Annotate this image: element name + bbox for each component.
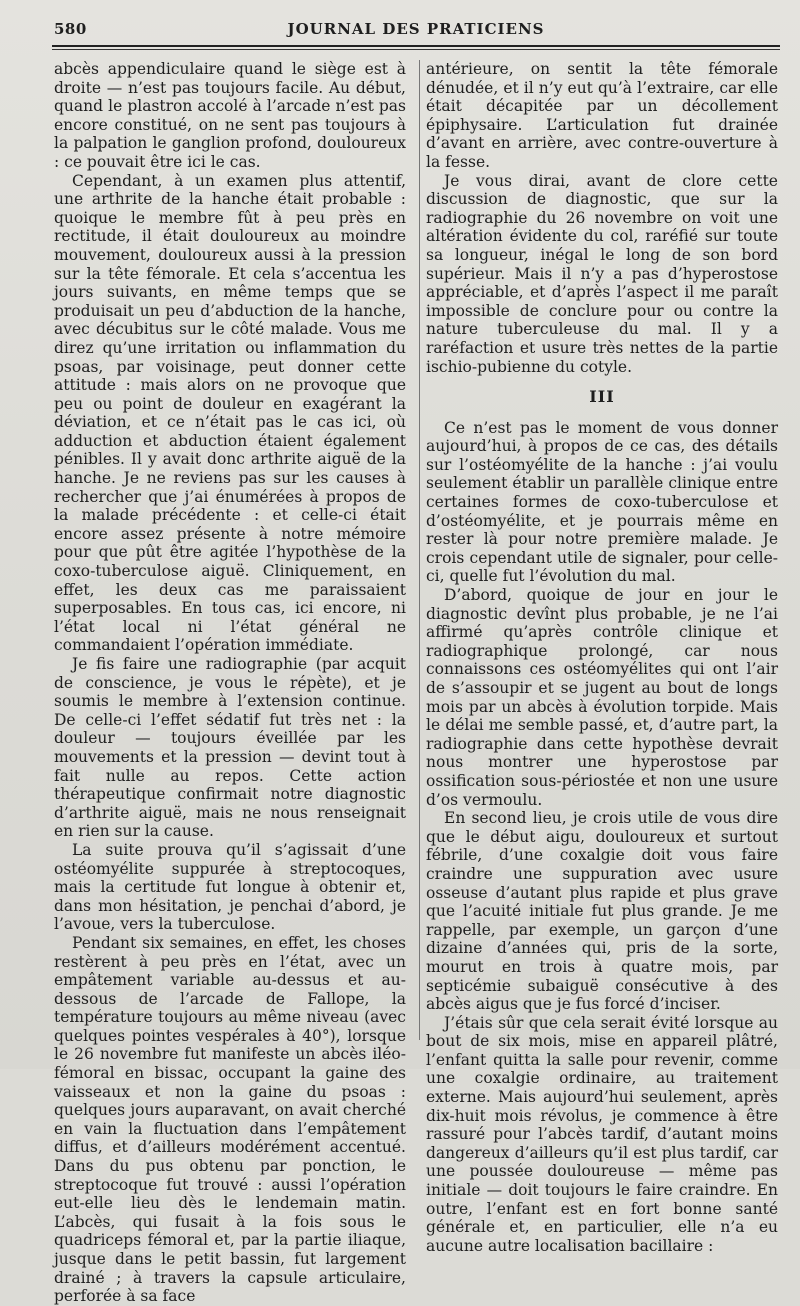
journal-title: JOURNAL DES PRATICIENS [287, 20, 545, 38]
paragraph: En second lieu, je crois utile de vous dire que le début aigu, douloureux et surtout fébrile, d’une coxalgie doit vous faire craindre une suppuration avec usure osseuse d’autant plus rapide et plus grave que l’acuité initiale fut plus grande. Je me rappelle, par exemple, un garçon d’une dizaine d’années qui, pris de la sorte, mourut en trois à quatre mois, par septicémie subaiguë consécutive à des abcès aigus que je fus forcé d’inciser. [426, 809, 778, 1014]
paragraph: D’abord, quoique de jour en jour le diagnostic devînt plus probable, je ne l’ai affirmé qu’après contrôle clinique et radiographique prolongé, car nous connaissons ces ostéomyélites qui ont l’air de s’assoupir et se jugent au bout de longs mois par un abcès à évolution torpide. Mais le délai me semble passé, et, d’autre part, la radiographie dans cette hypothèse devrait nous montrer une hyperostose par ossification sous-périostée et non une usure d’os vermoulu. [426, 586, 778, 809]
paragraph: Cependant, à un examen plus attentif, une arthrite de la hanche était probable : quoique le membre fût à peu près en rectitude, il était douloureux au moindre mouvement, douloureux aussi à la pression sur la tête fémorale. Et cela s’accentua les jours suivants, en même temps que se produisait un peu d’abduction de la hanche, avec décubitus sur le côté malade. Vous me direz qu’une irritation ou inflammation du psoas, par voisinage, peut donner cette attitude : mais alors on ne provoque que peu ou point de douleur en exagérant la déviation, et ce n’était pas le cas ici, où adduction et abduction étaient également pénibles. Il y avait donc arthrite aiguë de la hanche. Je ne reviens pas sur les causes à rechercher que j’ai énumérées à propos de la malade précédente : et celle-ci était encore assez présente à notre mémoire pour que pût être agitée l’hypothèse de la coxo-tuberculose aiguë. Cliniquement, en effet, les deux cas me paraissaient superposables. En tous cas, ici encore, ni l’état local ni l’état général ne commandaient l’opération immédiate. [54, 171, 406, 655]
section-heading: III [589, 387, 615, 407]
column-divider [419, 60, 420, 1040]
header-rule-thick [52, 45, 780, 47]
right-column [426, 60, 778, 1255]
paragraph: J’étais sûr que cela serait évité lorsque au bout de six mois, mise en appareil plâtré, l’enfant quitta la salle pour revenir, comme une coxalgie ordinaire, au traitement externe. Mais aujourd’hui seulement, après dix-huit mois révolus, je commence à être rassuré pour l’abcès tardif, d’autant moins dangereux d’ailleurs qu’il est plus tardif, car une poussée douloureuse — même pas initiale — doit toujours le faire craindre. En outre, l’enfant est en fort bonne santé générale et, en particulier, elle n’a eu aucune autre localisation bacillaire : [426, 1013, 778, 1255]
paragraph: La suite prouva qu’il s’agissait d’une ostéomyélite suppurée à streptocoques, mais la certitude fut longue à obtenir et, dans mon hésitation, je penchai d’abord, je l’avoue, vers la tuberculose. [54, 840, 406, 934]
paragraph: Pendant six semaines, en effet, les choses restèrent à peu près en l’état, avec un empâtement variable au-dessus et au-dessous de l’arcade de Fallope, la température toujours au même niveau (avec quelques pointes vespérales à 40°), lorsque le 26 novembre fut manifeste un abcès iléo-fémoral en bissac, occupant la gaine des vaisseaux et non la gaine du psoas : quelques jours auparavant, on avait cherché en vain la fluctuation dans l’empâtement diffus, et d’ailleurs modérément accentué. Dans du pus obtenu par ponction, le streptocoque fut trouvé : aussi l’opération eut-elle lieu dès le lendemain matin. L’abcès, qui fusait à la fois sous le quadriceps fémoral et, par la partie iliaque, jusque dans le petit bassin, fut largement drainé ; à travers la capsule articulaire, perforée à sa face [54, 933, 406, 1306]
page-number: 580 [54, 20, 87, 38]
paragraph: Je vous dirai, avant de clore cette discussion de diagnostic, que sur la radiographie du 26 novembre on voit une altération évidente du col, raréfié sur toute sa longueur, inégal le long de son bord supérieur. Mais il n’y a pas d’hyperostose appréciable, et d’après l’aspect il me paraît impossible de conclure pour ou contre la nature tuberculeuse du mal. Il y a raréfaction et usure très nettes de la partie ischio-pubienne du cotyle. [426, 171, 778, 376]
paragraph: Je fis faire une radiographie (par acquit de conscience, je vous le répète), et je soumis le membre à l’extension continue. De celle-ci l’effet sédatif fut très net : la douleur — toujours éveillée par les mouvements et la pression — devint tout à fait nulle au repos. Cette action thérapeutique confirmait notre diagnostic d’arthrite aiguë, mais ne nous renseignait en rien sur la cause. [54, 655, 406, 841]
paragraph: abcès appendiculaire quand le siège est à droite — n’est pas toujours facile. Au début, quand le plastron accolé à l’arcade n’est pas encore constitué, on ne sent pas toujours à la palpation le ganglion profond, douloureux : ce pouvait être ici le cas. [54, 60, 406, 171]
header-rule-thin [52, 49, 780, 50]
paragraph: antérieure, on sentit la tête fémorale dénudée, et il n’y eut qu’à l’extraire, car elle était décapitée par un décollement épiphysaire. L’articulation fut drainée d’avant en arrière, avec contre-ouverture à la fesse. [426, 60, 778, 171]
page-header [52, 14, 780, 42]
left-column [54, 60, 406, 1306]
paragraph: Ce n’est pas le moment de vous donner aujourd’hui, à propos de ce cas, des détails sur l’ostéomyélite de la hanche : j’ai voulu seulement établir un parallèle clinique entre certaines formes de coxo-tuberculose et d’ostéomyélite, et je pourrais même en rester là pour notre première malade. Je crois cependant utile de signaler, pour celle-ci, quelle fut l’évolution du mal. [426, 418, 778, 586]
